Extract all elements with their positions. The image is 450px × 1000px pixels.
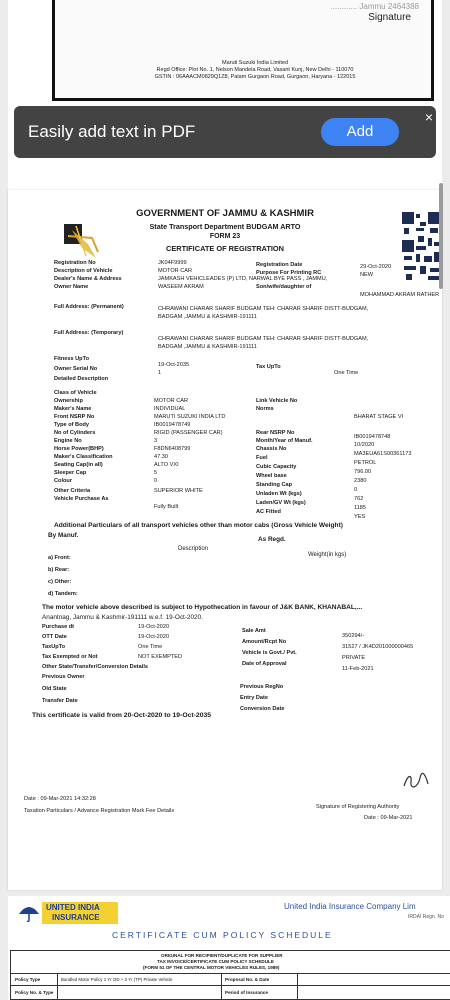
field-label: Norms: [256, 406, 274, 412]
field-value: JK04F9999: [158, 260, 187, 266]
field-label: Date of Approval: [242, 661, 287, 667]
field-value: PETROL: [354, 460, 377, 466]
field-value: MOHAMMAD AKRAM RATHER: [360, 292, 440, 298]
field-value: 10/2020: [354, 442, 375, 448]
field-value: PRIVATE: [342, 655, 366, 661]
footer-line: Regd Office: Plot No. 1, Nelson Mandela Road, Vasant Kunj, New Delhi - 110070: [156, 67, 354, 73]
field-label: Vehicle is Govt./ Pvt.: [242, 650, 297, 656]
field-label: Maker's Classification: [54, 454, 113, 460]
field-value: 29-Oct-2020: [360, 264, 392, 270]
close-icon[interactable]: ×: [424, 109, 434, 125]
page-scrollbar[interactable]: [439, 183, 443, 289]
field-label: No of Cylinders: [54, 430, 96, 436]
field-label: Rear NSRP No: [256, 430, 295, 436]
field-value: 31527 / JK4D201000000465: [342, 644, 414, 650]
field-label: Cubic Capacity: [256, 464, 297, 470]
umbrella-icon: [18, 904, 40, 922]
old-state-label: Old State: [42, 686, 67, 692]
field-label: Registration No: [54, 260, 96, 266]
field-label: Fitness UpTo: [54, 356, 90, 362]
certificate-page: [8, 190, 442, 890]
field-label: Maker's Name: [54, 406, 92, 412]
as-regd-label: As Regd.: [258, 536, 286, 543]
field-value: Fully Built: [154, 504, 179, 510]
authority-signature-label: Signature of Registering Authority: [316, 804, 400, 810]
signature-scribble-icon: [402, 772, 430, 790]
footer-line: GSTIN : 06AAACM0829Q1Z8, Palam Gurgaon Road, Gurgaon, Haryana - 122015: [154, 74, 356, 80]
field-value: 350294/-: [342, 633, 365, 639]
footer-line: Maruti Suzuki India Limited: [221, 60, 289, 66]
add-text-toast: [14, 106, 436, 158]
field-value: 796.00: [354, 469, 372, 475]
field-label: Sleeper Cap: [54, 470, 87, 476]
taxation-details: Taxation Particulars / Advance Registration Mark Fee Details: [24, 808, 175, 814]
field-label: OTT Date: [42, 634, 67, 640]
field-label: Month/Year of Manuf.: [256, 438, 313, 444]
field-label: Wheel base: [256, 473, 287, 479]
entry-date-label: Entry Date: [240, 695, 268, 701]
field-label: Colour: [54, 478, 73, 484]
by-manuf-label: By Manuf.: [48, 532, 79, 539]
field-value: JAMKASH VEHICLEADES (P) LTD, NARWAL BYE PASS , JAMMU,: [158, 276, 328, 282]
field-value: 3: [154, 438, 158, 444]
table-label: Proposal No. & Date: [225, 977, 270, 982]
logo-text-top: UNITED INDIA: [46, 903, 100, 912]
hypothecation-line2: Anantnag, Jammu & Kashmir-191111 w.e.f. 19-Oct-2020.: [42, 614, 203, 621]
field-value: CHRAWANI CHARAR SHARIF BUDGAM TEH: CHARAR SHARIF DISTT-BUDGAM,: [158, 336, 369, 342]
axle-label: b) Rear:: [48, 567, 70, 573]
field-value: 47.30: [154, 454, 168, 460]
insurer-name: United India Insurance Company Lim: [284, 902, 416, 911]
previous-page: [8, 0, 442, 190]
field-label: Link Vehicle No: [256, 398, 298, 404]
field-value: BADGAM ,JAMMU & KASHMIR-191111: [158, 314, 257, 320]
field-value: IB0019478748: [354, 434, 391, 440]
toast-message: Easily add text in PDF: [28, 122, 196, 141]
field-label: Description of Vehicle: [54, 268, 113, 274]
field-value: MOTOR CAR: [154, 398, 189, 404]
field-value: 19-Oct-2035: [158, 362, 190, 368]
insurance-page: [8, 896, 450, 1000]
field-value: IB0019478749: [154, 422, 191, 428]
field-label: Tax Exempted or Not: [42, 654, 98, 660]
table-label: Policy No. & Type: [15, 990, 54, 995]
conversion-date-label: Conversion Date: [240, 706, 285, 712]
field-value: YES: [354, 514, 366, 520]
field-label: Unladen Wt (kgs): [256, 491, 302, 497]
field-label: Front NSRP No: [54, 414, 95, 420]
field-label: Class of Vehicle: [54, 390, 97, 396]
field-label: Seating Cap(in all): [54, 462, 103, 468]
section-label: Detailed Description: [54, 376, 109, 382]
gov-title: GOVERNMENT OF JAMMU & KASHMIR: [136, 208, 314, 219]
add-button[interactable]: Add: [321, 118, 399, 146]
field-label: Vehicle Purchase As: [54, 496, 109, 502]
field-label: Chassis No: [256, 446, 287, 452]
description-label: Description: [178, 546, 209, 552]
field-label: Full Address: (Temporary): [54, 330, 124, 336]
field-value: CHRAWANI CHARAR SHARIF BUDGAM TEH: CHARAR SHARIF DISTT-BUDGAM,: [158, 306, 369, 312]
prev-owner-label: Previous Owner: [42, 674, 85, 680]
field-label: Son/wife/daughter of: [256, 284, 312, 290]
field-value: NEW: [360, 272, 374, 278]
field-value: F8DN6408799: [154, 446, 191, 452]
validity-line: This certificate is valid from 20-Oct-2020 to 19-Oct-2035: [32, 712, 212, 719]
other-state-label: Other State/Transfer/Conversion Details: [42, 664, 149, 670]
field-value: One Time: [138, 644, 163, 650]
axle-label: d) Tandem:: [48, 591, 78, 597]
table-line: TAX INVOICE/CERTIFICATE CUM POLICY SCHEDULE: [157, 959, 274, 964]
logo-text-bottom: INSURANCE: [52, 913, 100, 922]
dept-title: State Transport Department BUDGAM ARTO: [149, 222, 301, 231]
field-value: 2380: [354, 478, 367, 484]
axle-label: a) Front:: [48, 555, 71, 561]
field-value: SUPERIOR WHITE: [154, 488, 203, 494]
signature-label: Signature: [368, 12, 411, 23]
field-value: 19-Oct-2020: [138, 634, 170, 640]
weight-label: Weight(in kgs): [308, 552, 347, 558]
field-label: Horse Power(BHP): [54, 446, 104, 452]
invoice-scan: [52, 0, 434, 101]
issue-date: Date : 09-Mar-2021 14:32:28: [24, 796, 96, 802]
cert-title: CERTIFICATE OF REGISTRATION: [166, 244, 284, 253]
signature-faint-text: ............ Jammu 2464388: [330, 2, 419, 11]
irdai-line: IRDAI Regn. No: [408, 914, 444, 920]
field-label: Dealer's Name & Address: [54, 276, 122, 282]
field-value: 5: [154, 470, 158, 476]
field-label: Full Address: (Permanent): [54, 304, 124, 310]
field-value: MARUTI SUZUKI INDIA LTD: [154, 414, 226, 420]
field-label: Owner Name: [54, 284, 89, 290]
field-value: One Time: [334, 370, 359, 376]
additional-heading: Additional Particulars of all transport vehicles other than motor cabs (Gross Vehicle Weight): [54, 522, 343, 529]
field-label: TaxUpTo: [42, 644, 66, 650]
table-label: Period of Insurance: [225, 990, 268, 995]
field-value: RIGID (PASSENGER CAR): [154, 430, 223, 436]
insurance-logo: [18, 902, 118, 924]
field-label: Fuel: [256, 455, 268, 461]
field-value: WASEEM AKRAM: [158, 284, 204, 290]
field-value: 762: [354, 496, 364, 502]
schedule-title: CERTIFICATE CUM POLICY SCHEDULE: [112, 930, 333, 940]
field-label: Type of Body: [54, 422, 90, 428]
field-label: Other Criteria: [54, 488, 91, 494]
field-label: Registration Date: [256, 262, 303, 268]
field-label: Amount/Rcpt No: [242, 639, 287, 645]
field-value: 11-Feb-2021: [342, 666, 374, 672]
prev-regno-label: Previous RegNo: [240, 684, 284, 690]
table-value: Bundled Motor Policy 1 Yr OD + 3 Yr (TP) Private Vehicle: [61, 977, 173, 982]
schedule-table: [10, 950, 450, 1000]
field-value: 0: [354, 487, 358, 493]
field-value: MA3EUA61S00361173: [354, 451, 412, 457]
table-label: Policy Type: [15, 977, 41, 982]
table-line: (FORM 51 OF THE CENTRAL MOTOR VEHICLES RULES, 1989): [143, 965, 280, 970]
field-value: MOTOR CAR: [158, 268, 193, 274]
field-value: 19-Oct-2020: [138, 624, 170, 630]
form-title: FORM 23: [209, 233, 241, 240]
field-value: BHARAT STAGE VI: [354, 414, 404, 420]
field-value: NOT EXEMPTED: [138, 654, 183, 660]
axle-label: c) Other:: [48, 579, 72, 585]
field-label: Owner Serial No: [54, 366, 98, 372]
hypothecation-line1: The motor vehicle above described is subject to Hypothecation in favour of J&K BANK, KHANABAL,...: [42, 604, 363, 611]
field-value: BADGAM ,JAMMU & KASHMIR-191111: [158, 344, 257, 350]
field-label: Ownership: [54, 398, 83, 404]
field-label: Tax UpTo: [256, 364, 281, 370]
field-value: INDIVIDUAL: [154, 406, 186, 412]
authority-date: Date : 09-Mar-2021: [364, 815, 413, 821]
field-label: Laden/GV Wt (kgs): [256, 500, 306, 506]
table-line: ORIGINAL FOR RECIPIENT/DUPLICATE FOR SUPPLIER: [161, 953, 283, 958]
field-label: Purchase dt: [42, 624, 75, 630]
field-value: 0: [154, 478, 158, 484]
field-label: Standing Cap: [256, 482, 293, 488]
field-label: Engine No: [54, 438, 82, 444]
field-label: AC Fitted: [256, 509, 281, 515]
field-value: ALTO VXI: [154, 462, 179, 468]
field-value: 1185: [354, 505, 367, 511]
transfer-date-label: Transfer Date: [42, 698, 78, 704]
field-label: Purpose For Printing RC: [256, 270, 322, 276]
invoice-footer: [125, 60, 385, 81]
field-label: Sale Amt: [242, 628, 266, 634]
field-value: 1: [158, 370, 162, 376]
